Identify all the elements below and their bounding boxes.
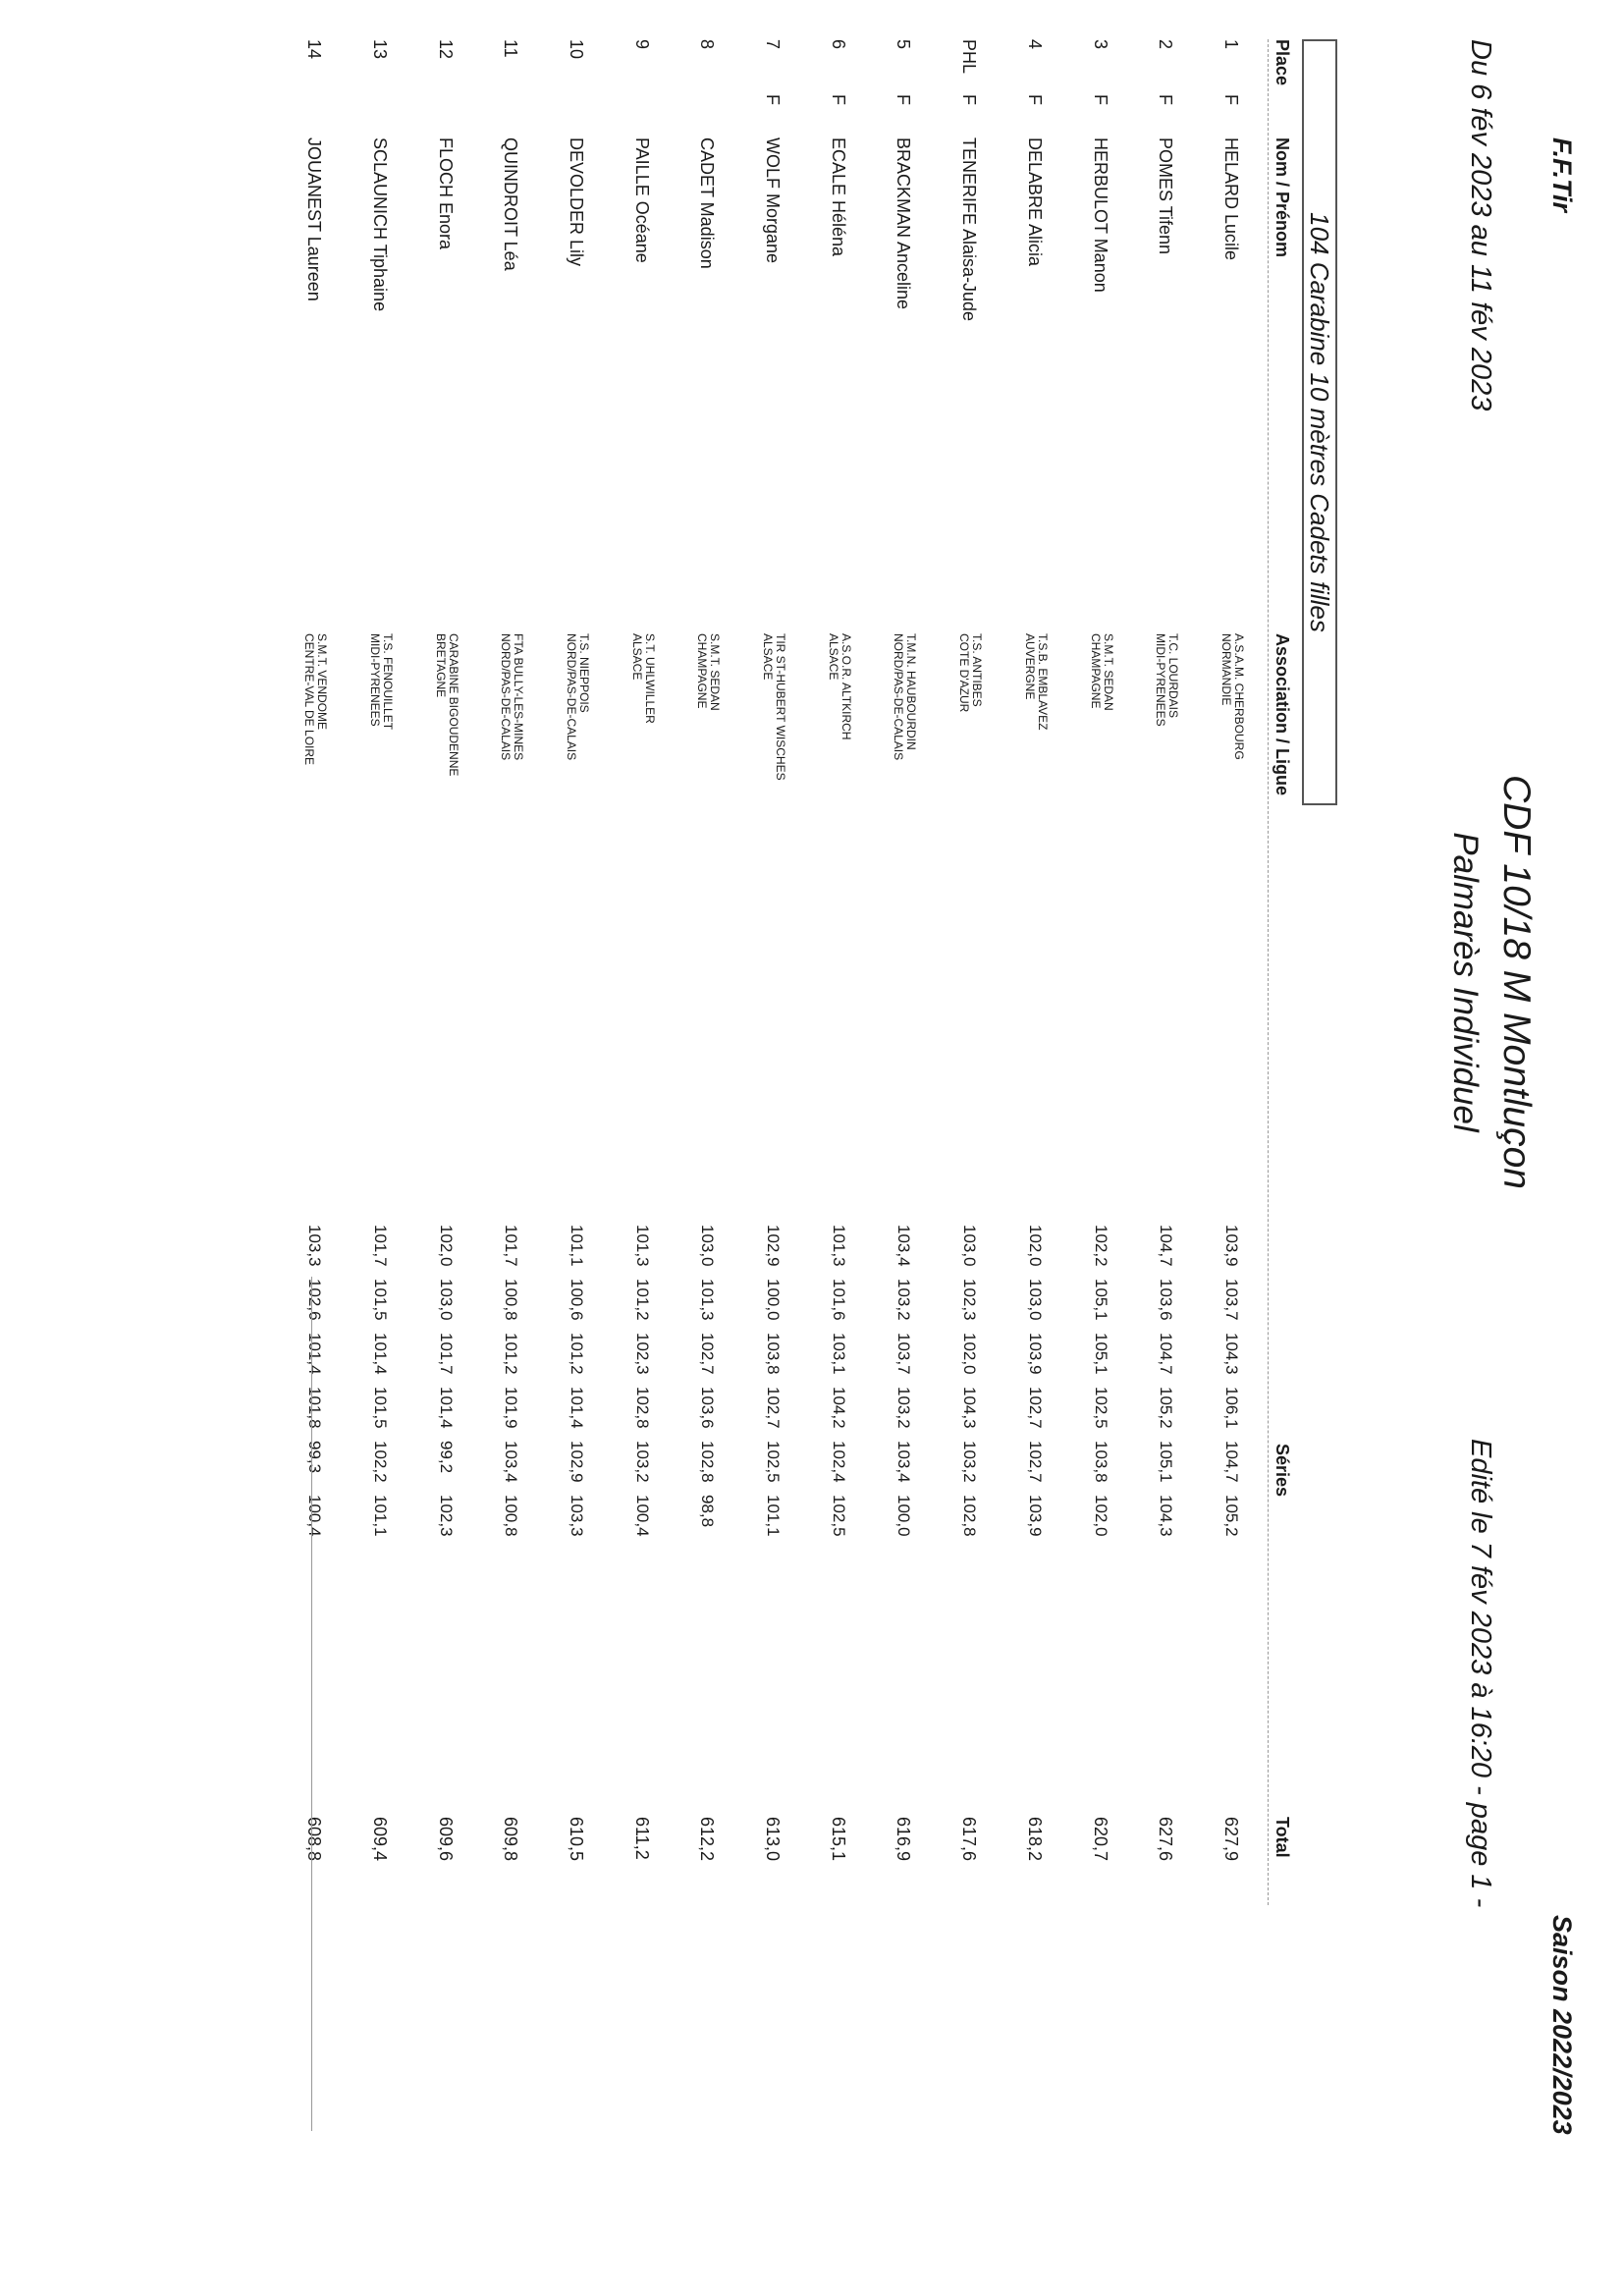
club-name: S.T. UHLWILLER bbox=[642, 633, 657, 724]
league-name: MIDI-PYRENEES bbox=[367, 633, 382, 727]
series-score: 103,4 bbox=[502, 1441, 521, 1483]
name-cell: DEVOLDER Lily bbox=[567, 137, 586, 267]
total-cell: 613,0 bbox=[763, 1817, 784, 1862]
series-score: 105,2 bbox=[1222, 1495, 1241, 1537]
place-cell: 13 bbox=[369, 39, 390, 60]
series-score: 100,4 bbox=[632, 1495, 652, 1537]
series-score: 101,8 bbox=[305, 1387, 325, 1429]
series-score: 103,4 bbox=[894, 1441, 914, 1483]
place-cell: 4 bbox=[1024, 39, 1045, 50]
series-score: 102,5 bbox=[829, 1495, 848, 1537]
series-score: 100,6 bbox=[568, 1279, 586, 1321]
league-name: BRETAGNE bbox=[433, 633, 448, 698]
series-score: 103,9 bbox=[1025, 1333, 1045, 1375]
series-score: 101,1 bbox=[568, 1225, 586, 1267]
column-header-place: Place bbox=[1272, 39, 1292, 86]
place-cell: 11 bbox=[501, 39, 521, 58]
total-cell: 615,1 bbox=[828, 1817, 848, 1862]
competition-title: CDF 10/18 M Montluçon bbox=[1495, 775, 1538, 1189]
series-score: 103,7 bbox=[894, 1333, 914, 1375]
table-row bbox=[593, 0, 658, 2296]
series-score: 101,9 bbox=[502, 1387, 521, 1429]
series-score: 100,8 bbox=[502, 1495, 521, 1537]
association-cell bbox=[1023, 633, 1049, 730]
club-name: T.S. ANTIBES bbox=[970, 633, 985, 707]
series-score: 103,7 bbox=[1222, 1279, 1241, 1321]
series-score: 101,2 bbox=[568, 1333, 586, 1375]
table-row bbox=[265, 0, 330, 2296]
association-cell bbox=[499, 633, 524, 760]
category-cell: F bbox=[1024, 94, 1045, 105]
series-score: 101,5 bbox=[370, 1387, 390, 1429]
series-score: 103,8 bbox=[764, 1333, 784, 1375]
place-cell: 5 bbox=[893, 39, 914, 50]
place-cell: 10 bbox=[567, 39, 586, 60]
series-score: 100,4 bbox=[305, 1495, 325, 1537]
series-score: 101,1 bbox=[370, 1495, 390, 1537]
category-cell: F bbox=[1090, 94, 1110, 105]
total-cell: 612,2 bbox=[697, 1817, 718, 1862]
series-score: 103,0 bbox=[960, 1225, 980, 1267]
club-name: S.M.T. SEDAN bbox=[708, 633, 723, 711]
series-score: 102,8 bbox=[960, 1495, 980, 1537]
series-score: 101,5 bbox=[370, 1279, 390, 1321]
association-cell bbox=[1219, 633, 1245, 760]
association-cell bbox=[695, 633, 721, 711]
category-cell: F bbox=[828, 94, 848, 105]
column-header-series: Séries bbox=[1272, 1444, 1292, 1498]
series-score: 100,0 bbox=[764, 1279, 784, 1321]
place-cell: 8 bbox=[697, 39, 718, 50]
series-score: 102,3 bbox=[960, 1279, 980, 1321]
series-score: 103,9 bbox=[1025, 1495, 1045, 1537]
series-score: 101,4 bbox=[370, 1333, 390, 1375]
series-score: 101,4 bbox=[436, 1387, 456, 1429]
series-score: 101,3 bbox=[698, 1279, 718, 1321]
association-cell bbox=[434, 633, 460, 776]
table-row bbox=[461, 0, 526, 2296]
series-score: 103,2 bbox=[960, 1441, 980, 1483]
club-name: S.M.T. SEDAN bbox=[1101, 633, 1115, 711]
place-cell: PHL bbox=[959, 39, 980, 75]
total-cell: 627,6 bbox=[1156, 1817, 1176, 1862]
series-score: 101,7 bbox=[370, 1225, 390, 1267]
league-name: CHAMPAGNE bbox=[1088, 633, 1103, 709]
series-score: 102,6 bbox=[305, 1279, 325, 1321]
series-score: 102,2 bbox=[1091, 1225, 1110, 1267]
edit-info: Edité le 7 fév 2023 à 16:20 - page 1 - bbox=[1465, 1439, 1496, 1908]
club-name: T.S. FENOUILLET bbox=[380, 633, 395, 731]
series-score: 102,8 bbox=[698, 1441, 718, 1483]
name-cell: POMES Tifenn bbox=[1156, 137, 1176, 255]
name-cell: PAILLE Océane bbox=[631, 137, 652, 263]
association-cell bbox=[630, 633, 656, 724]
series-score: 102,5 bbox=[764, 1441, 784, 1483]
category-cell: F bbox=[893, 94, 914, 105]
series-score: 101,7 bbox=[502, 1225, 521, 1267]
date-range: Du 6 fév 2023 au 11 fév 2023 bbox=[1465, 39, 1496, 411]
series-score: 103,8 bbox=[1091, 1441, 1110, 1483]
club-name: T.C. LOURDAIS bbox=[1166, 633, 1181, 719]
table-row bbox=[331, 0, 396, 2296]
series-score: 101,3 bbox=[632, 1225, 652, 1267]
header-divider bbox=[1268, 39, 1269, 1905]
series-score: 100,0 bbox=[894, 1495, 914, 1537]
season-label: Saison 2022/2023 bbox=[1547, 1915, 1577, 2135]
series-score: 104,7 bbox=[1222, 1441, 1241, 1483]
column-header-name: Nom / Prénom bbox=[1272, 137, 1292, 258]
league-name: NORD/PAS-DE-CALAIS bbox=[499, 633, 514, 761]
club-name: A.S.O.R. ALTKIRCH bbox=[839, 633, 853, 740]
series-score: 104,3 bbox=[1157, 1495, 1176, 1537]
association-cell bbox=[302, 633, 328, 765]
association-cell bbox=[761, 633, 786, 781]
table-row bbox=[1052, 0, 1116, 2296]
table-row bbox=[1182, 0, 1247, 2296]
series-score: 101,4 bbox=[568, 1387, 586, 1429]
place-cell: 12 bbox=[435, 39, 456, 60]
league-name: ALSACE bbox=[826, 633, 840, 681]
club-name: CARABINE BIGOUDENNE bbox=[446, 633, 460, 777]
club-name: FTA BULLY-LES-MINES bbox=[512, 633, 526, 761]
league-name: ALSACE bbox=[629, 633, 644, 681]
series-score: 98,8 bbox=[698, 1495, 718, 1528]
total-cell: 609,4 bbox=[369, 1817, 390, 1862]
series-score: 102,3 bbox=[436, 1495, 456, 1537]
series-score: 106,1 bbox=[1222, 1387, 1241, 1429]
place-cell: 7 bbox=[763, 39, 784, 50]
series-score: 105,1 bbox=[1091, 1279, 1110, 1321]
total-cell: 627,9 bbox=[1221, 1817, 1241, 1862]
series-score: 103,9 bbox=[1222, 1225, 1241, 1267]
series-score: 103,6 bbox=[1157, 1279, 1176, 1321]
club-name: T.S.B. EMBLAVEZ bbox=[1035, 633, 1050, 731]
series-score: 99,2 bbox=[436, 1441, 456, 1474]
series-score: 102,9 bbox=[568, 1441, 586, 1483]
place-cell: 6 bbox=[828, 39, 848, 50]
series-score: 105,2 bbox=[1157, 1387, 1176, 1429]
series-score: 104,7 bbox=[1157, 1225, 1176, 1267]
name-cell: TENERIFE Alaisa-Jude bbox=[959, 137, 980, 322]
column-header-association: Association / Ligue bbox=[1272, 633, 1292, 796]
series-score: 104,2 bbox=[829, 1387, 848, 1429]
name-cell: BRACKMAN Anceline bbox=[893, 137, 914, 310]
total-cell: 620,7 bbox=[1090, 1817, 1110, 1862]
series-score: 102,5 bbox=[1091, 1387, 1110, 1429]
table-row bbox=[986, 0, 1051, 2296]
series-score: 103,6 bbox=[698, 1387, 718, 1429]
league-name: ALSACE bbox=[761, 633, 776, 681]
series-score: 103,4 bbox=[894, 1225, 914, 1267]
column-header-total: Total bbox=[1272, 1817, 1292, 1858]
place-cell: 1 bbox=[1221, 39, 1241, 50]
series-score: 103,3 bbox=[568, 1495, 586, 1537]
series-score: 103,2 bbox=[894, 1279, 914, 1321]
name-cell: QUINDROIT Léa bbox=[501, 137, 521, 271]
series-score: 102,7 bbox=[1025, 1387, 1045, 1429]
association-cell bbox=[368, 633, 394, 730]
total-cell: 611,2 bbox=[631, 1817, 652, 1860]
table-row bbox=[789, 0, 854, 2296]
name-cell: SCLAUNICH Tiphaine bbox=[369, 137, 390, 312]
series-score: 102,8 bbox=[632, 1387, 652, 1429]
league-name: MIDI-PYRENEES bbox=[1154, 633, 1168, 727]
series-score: 103,2 bbox=[894, 1387, 914, 1429]
total-cell: 609,6 bbox=[435, 1817, 456, 1862]
club-name: TIR ST-HUBERT WISCHES bbox=[774, 633, 788, 781]
club-name: T.S. NIEPPOIS bbox=[577, 633, 591, 713]
league-name: AUVERGNE bbox=[1022, 633, 1037, 700]
total-cell: 616,9 bbox=[893, 1817, 914, 1862]
series-score: 102,0 bbox=[1025, 1225, 1045, 1267]
table-row bbox=[527, 0, 592, 2296]
series-score: 102,3 bbox=[632, 1333, 652, 1375]
name-cell: HELARD Lucile bbox=[1221, 137, 1241, 261]
series-score: 103,0 bbox=[436, 1279, 456, 1321]
series-score: 105,1 bbox=[1091, 1333, 1110, 1375]
name-cell: HERBULOT Manon bbox=[1090, 137, 1110, 293]
series-score: 101,7 bbox=[436, 1333, 456, 1375]
place-cell: 2 bbox=[1156, 39, 1176, 50]
series-score: 104,3 bbox=[1222, 1333, 1241, 1375]
series-score: 100,8 bbox=[502, 1279, 521, 1321]
table-row bbox=[658, 0, 723, 2296]
league-name: COTE D'AZUR bbox=[957, 633, 972, 713]
table-row bbox=[397, 0, 461, 2296]
association-cell bbox=[1154, 633, 1179, 727]
series-score: 102,9 bbox=[764, 1225, 784, 1267]
association-cell bbox=[827, 633, 852, 739]
series-score: 102,0 bbox=[960, 1333, 980, 1375]
series-score: 102,7 bbox=[698, 1333, 718, 1375]
name-cell: CADET Madison bbox=[697, 137, 718, 269]
series-score: 101,3 bbox=[829, 1225, 848, 1267]
page-subtitle: Palmarès Individuel bbox=[1446, 832, 1485, 1132]
series-score: 105,1 bbox=[1157, 1441, 1176, 1483]
association-cell bbox=[957, 633, 983, 712]
series-score: 102,7 bbox=[1025, 1441, 1045, 1483]
association-cell bbox=[1089, 633, 1114, 711]
place-cell: 9 bbox=[631, 39, 652, 50]
series-score: 101,1 bbox=[764, 1495, 784, 1537]
series-score: 99,3 bbox=[305, 1441, 325, 1474]
place-cell: 3 bbox=[1090, 39, 1110, 50]
total-cell: 608,8 bbox=[304, 1817, 325, 1862]
series-score: 101,2 bbox=[502, 1333, 521, 1375]
table-row bbox=[1116, 0, 1181, 2296]
series-score: 101,2 bbox=[632, 1279, 652, 1321]
league-name: NORD/PAS-DE-CALAIS bbox=[565, 633, 578, 761]
series-score: 101,6 bbox=[829, 1279, 848, 1321]
table-row bbox=[855, 0, 920, 2296]
league-name: CENTRE-VAL DE LOIRE bbox=[302, 633, 317, 766]
league-name: CHAMPAGNE bbox=[695, 633, 710, 709]
club-name: S.M.T. VENDOME bbox=[315, 633, 330, 731]
series-score: 103,3 bbox=[305, 1225, 325, 1267]
name-cell: DELABRE Alicia bbox=[1024, 137, 1045, 267]
table-row bbox=[724, 0, 788, 2296]
series-score: 104,7 bbox=[1157, 1333, 1176, 1375]
series-score: 103,0 bbox=[698, 1225, 718, 1267]
category-cell: F bbox=[1156, 94, 1176, 105]
club-name: A.S.A.M. CHERBOURG bbox=[1232, 633, 1246, 760]
name-cell: JOUANEST Laureen bbox=[304, 137, 325, 301]
series-score: 103,1 bbox=[829, 1333, 848, 1375]
place-cell: 14 bbox=[304, 39, 325, 60]
association-cell bbox=[893, 633, 918, 760]
series-score: 103,2 bbox=[632, 1441, 652, 1483]
event-title-box: 104 Carabine 10 mètres Cadets filles bbox=[1302, 39, 1337, 805]
federation-name: F.F.Tir bbox=[1547, 137, 1577, 213]
league-name: NORMANDIE bbox=[1219, 633, 1233, 706]
name-cell: ECALE Héléna bbox=[828, 137, 848, 257]
total-cell: 618,2 bbox=[1024, 1817, 1045, 1862]
series-score: 104,3 bbox=[960, 1387, 980, 1429]
category-cell: F bbox=[959, 94, 980, 105]
series-score: 102,0 bbox=[1091, 1495, 1110, 1537]
total-cell: 610,5 bbox=[567, 1817, 586, 1862]
category-cell: F bbox=[1221, 94, 1241, 105]
category-cell: F bbox=[763, 94, 784, 105]
association-cell bbox=[565, 633, 590, 760]
series-score: 102,2 bbox=[370, 1441, 390, 1483]
table-row bbox=[920, 0, 985, 2296]
name-cell: WOLF Morgane bbox=[763, 137, 784, 264]
series-score: 102,4 bbox=[829, 1441, 848, 1483]
total-cell: 609,8 bbox=[501, 1817, 521, 1862]
footer-divider bbox=[311, 1277, 312, 2131]
series-score: 102,0 bbox=[436, 1225, 456, 1267]
club-name: T.M.N. HAUBOURDIN bbox=[904, 633, 919, 750]
league-name: NORD/PAS-DE-CALAIS bbox=[892, 633, 906, 761]
series-score: 103,0 bbox=[1025, 1279, 1045, 1321]
series-score: 102,7 bbox=[764, 1387, 784, 1429]
name-cell: FLOCH Enora bbox=[435, 137, 456, 250]
series-score: 101,4 bbox=[305, 1333, 325, 1375]
total-cell: 617,6 bbox=[959, 1817, 980, 1862]
